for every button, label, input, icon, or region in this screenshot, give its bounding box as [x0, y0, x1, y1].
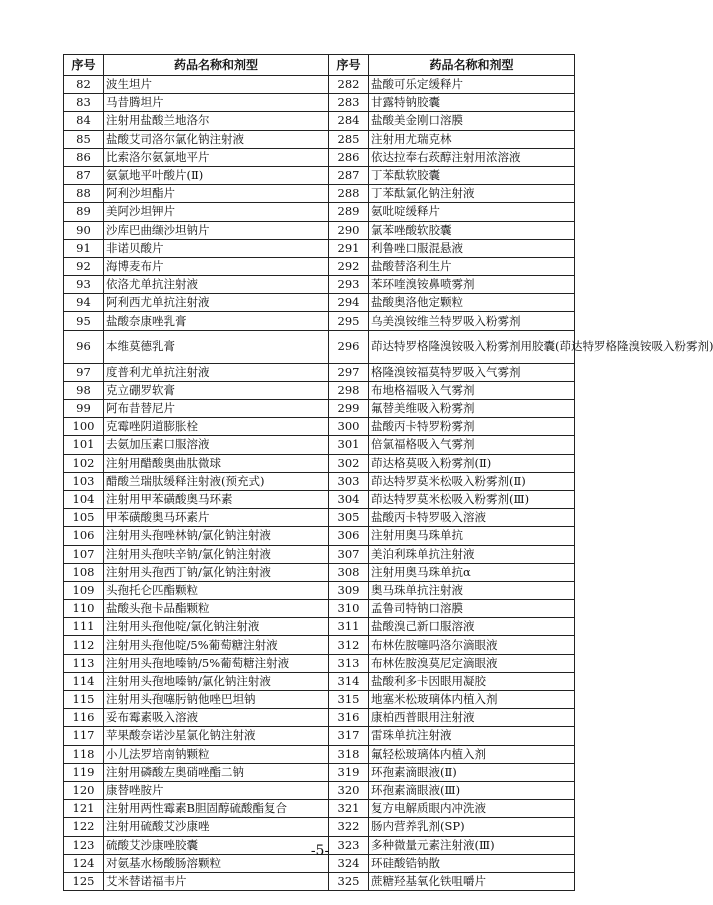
row-number-left: 96 — [64, 330, 104, 363]
drug-name-left: 注射用甲苯磺酸奥马环素 — [104, 490, 329, 508]
row-number-left: 109 — [64, 581, 104, 599]
row-number-left: 125 — [64, 872, 104, 890]
drug-name-left: 盐酸艾司洛尔氯化钠注射液 — [104, 130, 329, 148]
row-number-left: 93 — [64, 276, 104, 294]
drug-name-left: 度普利尤单抗注射液 — [104, 363, 329, 381]
drug-name-right: 茚达特罗莫米松吸入粉雾剂(Ⅲ) — [369, 490, 575, 508]
drug-name-left: 注射用醋酸奥曲肽微球 — [104, 454, 329, 472]
drug-name-left: 妥布霉素吸入溶液 — [104, 709, 329, 727]
drug-name-right: 环硅酸锆钠散 — [369, 854, 575, 872]
row-number-left: 107 — [64, 545, 104, 563]
row-number-right: 285 — [329, 130, 369, 148]
drug-name-left: 注射用头孢他啶/5%葡萄糖注射液 — [104, 636, 329, 654]
row-number-right: 313 — [329, 654, 369, 672]
row-number-left: 91 — [64, 239, 104, 257]
drug-name-right: 注射用奥马珠单抗α — [369, 563, 575, 581]
row-number-right: 284 — [329, 112, 369, 130]
drug-name-right: 盐酸奥洛他定颗粒 — [369, 294, 575, 312]
row-number-right: 308 — [329, 563, 369, 581]
drug-name-left: 非诺贝酸片 — [104, 239, 329, 257]
drug-name-left: 艾米替诺福韦片 — [104, 872, 329, 890]
table-row — [64, 545, 575, 563]
drug-name-right: 丁苯酞软胶囊 — [369, 166, 575, 184]
row-number-right: 287 — [329, 166, 369, 184]
table-row — [64, 672, 575, 690]
drug-name-left: 注射用磷酸左奥硝唑酯二钠 — [104, 763, 329, 781]
drug-name-left: 去氨加压素口服溶液 — [104, 436, 329, 454]
table-body — [64, 76, 713, 891]
drug-name-right: 环孢素滴眼液(Ⅲ) — [369, 781, 575, 799]
row-number-left: 100 — [64, 418, 104, 436]
table-row — [64, 257, 575, 275]
row-number-left: 97 — [64, 363, 104, 381]
table-row — [64, 654, 575, 672]
drug-list-table — [63, 54, 713, 891]
drug-name-left: 阿利沙坦酯片 — [104, 185, 329, 203]
row-number-right: 315 — [329, 691, 369, 709]
table-row — [64, 781, 575, 799]
row-number-left: 103 — [64, 472, 104, 490]
drug-name-right: 布林佐胺噻吗洛尔滴眼液 — [369, 636, 575, 654]
drug-name-left: 本维莫德乳膏 — [104, 330, 329, 363]
row-number-right: 293 — [329, 276, 369, 294]
drug-name-right: 注射用尤瑞克林 — [369, 130, 575, 148]
row-number-right: 310 — [329, 600, 369, 618]
drug-name-right: 环孢素滴眼液(Ⅱ) — [369, 763, 575, 781]
table-row — [64, 709, 575, 727]
row-number-left: 99 — [64, 400, 104, 418]
row-number-right: 297 — [329, 363, 369, 381]
table-row — [64, 381, 575, 399]
table-row — [64, 276, 575, 294]
row-number-left: 95 — [64, 312, 104, 330]
row-number-left: 94 — [64, 294, 104, 312]
row-number-left: 82 — [64, 76, 104, 94]
drug-name-right: 丁苯酞氯化钠注射液 — [369, 185, 575, 203]
table-row — [64, 400, 575, 418]
row-number-left: 98 — [64, 381, 104, 399]
drug-name-right: 格隆溴铵福莫特罗吸入气雾剂 — [369, 363, 575, 381]
drug-name-right: 布地格福吸入气雾剂 — [369, 381, 575, 399]
table-row — [64, 800, 575, 818]
row-number-left: 121 — [64, 800, 104, 818]
row-number-right: 325 — [329, 872, 369, 890]
drug-name-left: 盐酸奈康唑乳膏 — [104, 312, 329, 330]
document-page — [63, 54, 713, 891]
row-number-left: 92 — [64, 257, 104, 275]
table-row — [64, 472, 575, 490]
table-row — [64, 618, 575, 636]
drug-name-right: 孟鲁司特钠口溶膜 — [369, 600, 575, 618]
row-number-left: 108 — [64, 563, 104, 581]
row-number-right: 302 — [329, 454, 369, 472]
drug-name-right: 地塞米松玻璃体内植入剂 — [369, 691, 575, 709]
drug-name-right: 美泊利珠单抗注射液 — [369, 545, 575, 563]
drug-name-left: 氨氯地平叶酸片(Ⅱ) — [104, 166, 329, 184]
drug-name-right: 茚达格莫吸入粉雾剂(Ⅱ) — [369, 454, 575, 472]
row-number-right: 291 — [329, 239, 369, 257]
table-row — [64, 94, 575, 112]
table-row — [64, 745, 575, 763]
table-row — [64, 691, 575, 709]
row-number-right: 304 — [329, 490, 369, 508]
drug-name-right: 注射用奥马珠单抗 — [369, 527, 575, 545]
row-number-left: 117 — [64, 727, 104, 745]
table-row — [64, 636, 575, 654]
drug-name-left: 注射用头孢噻肟钠他唑巴坦钠 — [104, 691, 329, 709]
row-number-right: 311 — [329, 618, 369, 636]
drug-name-left: 阿利西尤单抗注射液 — [104, 294, 329, 312]
row-number-right: 288 — [329, 185, 369, 203]
drug-name-right: 多种微量元素注射液(Ⅲ) — [369, 836, 575, 854]
row-number-left: 118 — [64, 745, 104, 763]
drug-name-left: 沙库巴曲缬沙坦钠片 — [104, 221, 329, 239]
row-number-left: 90 — [64, 221, 104, 239]
drug-name-right: 苯环喹溴铵鼻喷雾剂 — [369, 276, 575, 294]
table-row — [64, 221, 575, 239]
drug-name-left: 头孢托仑匹酯颗粒 — [104, 581, 329, 599]
table-row — [64, 112, 575, 130]
drug-name-left: 盐酸头孢卡品酯颗粒 — [104, 600, 329, 618]
row-number-right: 299 — [329, 400, 369, 418]
row-number-right: 290 — [329, 221, 369, 239]
drug-name-right: 依达拉奉右莰醇注射用浓溶液 — [369, 148, 575, 166]
drug-name-right: 康柏西普眼用注射液 — [369, 709, 575, 727]
table-row — [64, 454, 575, 472]
row-number-left: 102 — [64, 454, 104, 472]
row-number-left: 124 — [64, 854, 104, 872]
row-number-right: 289 — [329, 203, 369, 221]
table-row — [64, 239, 575, 257]
drug-name-left: 注射用盐酸兰地洛尔 — [104, 112, 329, 130]
drug-name-left: 美阿沙坦钾片 — [104, 203, 329, 221]
table-row — [64, 185, 575, 203]
row-number-left: 85 — [64, 130, 104, 148]
drug-name-left: 硫酸艾沙康唑胶囊 — [104, 836, 329, 854]
drug-name-left: 依洛尤单抗注射液 — [104, 276, 329, 294]
row-number-right: 283 — [329, 94, 369, 112]
header-number-left: 序号 — [64, 55, 104, 76]
row-number-right: 306 — [329, 527, 369, 545]
row-number-right: 312 — [329, 636, 369, 654]
drug-name-left: 注射用头孢他啶/氯化钠注射液 — [104, 618, 329, 636]
drug-name-right: 盐酸溴己新口服溶液 — [369, 618, 575, 636]
drug-name-right: 氟轻松玻璃体内植入剂 — [369, 745, 575, 763]
row-number-left: 122 — [64, 818, 104, 836]
drug-name-right: 奥马珠单抗注射液 — [369, 581, 575, 599]
table-row — [64, 727, 575, 745]
table-row — [64, 563, 575, 581]
drug-name-left: 阿布昔替尼片 — [104, 400, 329, 418]
drug-name-left: 注射用两性霉素B胆固醇硫酸酯复合 — [104, 800, 329, 818]
drug-name-left: 比索洛尔氨氯地平片 — [104, 148, 329, 166]
row-number-left: 123 — [64, 836, 104, 854]
row-number-left: 110 — [64, 600, 104, 618]
row-number-right: 323 — [329, 836, 369, 854]
row-number-left: 111 — [64, 618, 104, 636]
drug-name-left: 克立硼罗软膏 — [104, 381, 329, 399]
table-row — [64, 363, 575, 381]
table-row — [64, 130, 575, 148]
drug-name-right: 倍氯福格吸入气雾剂 — [369, 436, 575, 454]
drug-name-left: 克霉唑阴道膨胀栓 — [104, 418, 329, 436]
row-number-left: 114 — [64, 672, 104, 690]
drug-name-right: 复方电解质眼内冲洗液 — [369, 800, 575, 818]
drug-name-left: 注射用头孢唑林钠/氯化钠注射液 — [104, 527, 329, 545]
drug-name-left: 马昔腾坦片 — [104, 94, 329, 112]
row-number-left: 88 — [64, 185, 104, 203]
table-row — [64, 763, 575, 781]
table-row — [64, 818, 575, 836]
row-number-left: 86 — [64, 148, 104, 166]
drug-name-left: 康替唑胺片 — [104, 781, 329, 799]
drug-name-right: 利鲁唑口服混悬液 — [369, 239, 575, 257]
row-number-left: 87 — [64, 166, 104, 184]
row-number-right: 321 — [329, 800, 369, 818]
drug-name-right: 布林佐胺溴莫尼定滴眼液 — [369, 654, 575, 672]
row-number-right: 320 — [329, 781, 369, 799]
drug-name-left: 注射用硫酸艾沙康唑 — [104, 818, 329, 836]
row-number-left: 104 — [64, 490, 104, 508]
drug-name-left: 注射用头孢西丁钠/氯化钠注射液 — [104, 563, 329, 581]
table-row — [64, 527, 575, 545]
drug-name-right: 氨吡啶缓释片 — [369, 203, 575, 221]
drug-name-right: 盐酸替洛利生片 — [369, 257, 575, 275]
drug-name-left: 注射用头孢地嗪钠/氯化钠注射液 — [104, 672, 329, 690]
row-number-left: 112 — [64, 636, 104, 654]
row-number-right: 292 — [329, 257, 369, 275]
table-row — [64, 436, 575, 454]
table-row — [64, 76, 575, 94]
drug-name-left: 注射用头孢地嗪钠/5%葡萄糖注射液 — [104, 654, 329, 672]
drug-name-right: 盐酸利多卡因眼用凝胶 — [369, 672, 575, 690]
table-row — [64, 166, 575, 184]
row-number-right: 307 — [329, 545, 369, 563]
drug-name-right: 盐酸丙卡特罗吸入溶液 — [369, 509, 575, 527]
row-number-right: 305 — [329, 509, 369, 527]
drug-name-right: 肠内营养乳剂(SP) — [369, 818, 575, 836]
table-row — [64, 581, 575, 599]
drug-name-left: 小儿法罗培南钠颗粒 — [104, 745, 329, 763]
row-number-right: 318 — [329, 745, 369, 763]
row-number-right: 303 — [329, 472, 369, 490]
row-number-left: 116 — [64, 709, 104, 727]
row-number-right: 300 — [329, 418, 369, 436]
table-row — [64, 330, 575, 363]
row-number-left: 83 — [64, 94, 104, 112]
table-header-row — [64, 55, 575, 76]
drug-name-left: 波生坦片 — [104, 76, 329, 94]
table-row — [64, 418, 575, 436]
table-row — [64, 294, 575, 312]
row-number-right: 314 — [329, 672, 369, 690]
table-row — [64, 600, 575, 618]
drug-name-left: 苹果酸奈诺沙星氯化钠注射液 — [104, 727, 329, 745]
row-number-left: 119 — [64, 763, 104, 781]
drug-name-right: 茚达特罗莫米松吸入粉雾剂(Ⅱ) — [369, 472, 575, 490]
row-number-left: 84 — [64, 112, 104, 130]
row-number-right: 324 — [329, 854, 369, 872]
header-drug-name-left: 药品名称和剂型 — [104, 55, 329, 76]
row-number-right: 295 — [329, 312, 369, 330]
row-number-right: 282 — [329, 76, 369, 94]
row-number-right: 298 — [329, 381, 369, 399]
drug-name-right: 甘露特钠胶囊 — [369, 94, 575, 112]
row-number-left: 113 — [64, 654, 104, 672]
row-number-right: 316 — [329, 709, 369, 727]
table-row — [64, 490, 575, 508]
table-row — [64, 312, 575, 330]
drug-name-right: 盐酸可乐定缓释片 — [369, 76, 575, 94]
drug-name-right: 盐酸美金刚口溶膜 — [369, 112, 575, 130]
drug-name-right: 乌美溴铵维兰特罗吸入粉雾剂 — [369, 312, 575, 330]
row-number-right: 294 — [329, 294, 369, 312]
drug-name-right: 雷珠单抗注射液 — [369, 727, 575, 745]
drug-name-left: 注射用头孢呋辛钠/氯化钠注射液 — [104, 545, 329, 563]
table-row — [64, 148, 575, 166]
row-number-left: 105 — [64, 509, 104, 527]
table-row — [64, 872, 575, 890]
header-number-right: 序号 — [329, 55, 369, 76]
row-number-right: 309 — [329, 581, 369, 599]
table-row — [64, 203, 575, 221]
row-number-right: 301 — [329, 436, 369, 454]
drug-name-left: 醋酸兰瑞肽缓释注射液(预充式) — [104, 472, 329, 490]
row-number-left: 89 — [64, 203, 104, 221]
table-row — [64, 509, 575, 527]
row-number-right: 286 — [329, 148, 369, 166]
drug-name-right: 茚达特罗格隆溴铵吸入粉雾剂用胶囊(茚达特罗格隆溴铵吸入粉雾剂) — [369, 330, 575, 363]
drug-name-right: 蔗糖羟基氧化铁咀嚼片 — [369, 872, 575, 890]
row-number-right: 319 — [329, 763, 369, 781]
drug-name-left: 海博麦布片 — [104, 257, 329, 275]
row-number-left: 115 — [64, 691, 104, 709]
row-number-right: 317 — [329, 727, 369, 745]
page-number: -5- — [310, 843, 330, 859]
drug-name-right: 盐酸丙卡特罗粉雾剂 — [369, 418, 575, 436]
drug-name-right: 氯苯唑酸软胶囊 — [369, 221, 575, 239]
drug-name-right: 氟替美维吸入粉雾剂 — [369, 400, 575, 418]
row-number-left: 120 — [64, 781, 104, 799]
row-number-right: 296 — [329, 330, 369, 363]
drug-name-left: 对氨基水杨酸肠溶颗粒 — [104, 854, 329, 872]
row-number-left: 106 — [64, 527, 104, 545]
row-number-left: 101 — [64, 436, 104, 454]
row-number-right: 322 — [329, 818, 369, 836]
drug-name-left: 甲苯磺酸奥马环素片 — [104, 509, 329, 527]
header-drug-name-right: 药品名称和剂型 — [369, 55, 575, 76]
